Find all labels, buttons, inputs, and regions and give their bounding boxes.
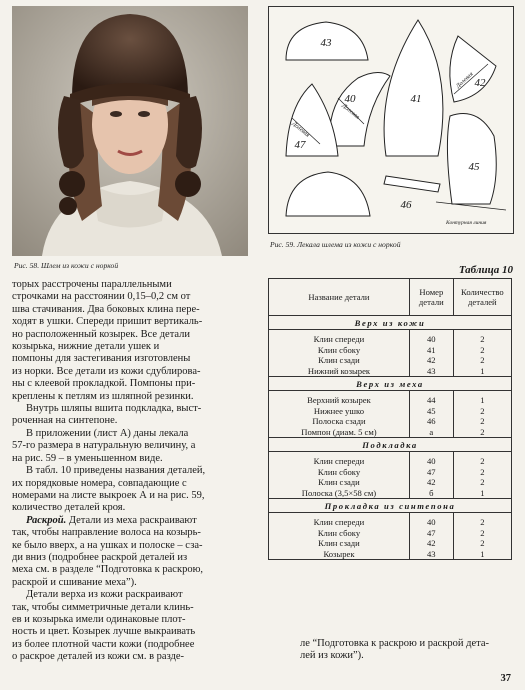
text-line: из норки. Все детали из кожи сдублирова- [12, 365, 201, 377]
text-line: ходят в ушки. Спереди пришит вертикаль- [12, 316, 203, 328]
text-line: ле “Подготовка к раскрою и раскрой дета- [300, 638, 490, 649]
text-line: так, чтобы симметричные детали клинь- [12, 601, 194, 613]
cell-number: 42 [409, 355, 453, 366]
text-line: ев и козырька имели одинаковые плот- [12, 613, 186, 625]
text-line: ны с клеевой прокладкой. Помпоны при- [12, 378, 196, 390]
section-title: Верх из кожи [269, 316, 512, 330]
text-span: Детали из меха раскраивают [66, 514, 197, 526]
cell-number: 47 [409, 528, 453, 539]
text-line: но расположенный козырек. Все детали [12, 328, 191, 340]
table-row [269, 366, 512, 377]
cell-number: 40 [409, 517, 453, 528]
text-line: так, чтобы направление волоса на козырь- [12, 527, 201, 539]
table-row [269, 517, 512, 528]
text-line: помпоны для застегивания изготовлены [12, 353, 191, 365]
table-row [269, 538, 512, 549]
raskroy-heading: Раскрой. [26, 514, 67, 526]
cell-number: 45 [409, 406, 453, 417]
text-line: шва стачивания. Два боковых клина пере- [12, 303, 200, 315]
cell-name: Козырек [269, 549, 410, 560]
cell-number: 40 [409, 334, 453, 345]
grain-label-1: Долевая [290, 120, 311, 139]
table-row [269, 406, 512, 417]
cell-count: 2 [453, 334, 511, 345]
label-47: 47 [294, 139, 306, 151]
text-line: роченная на синтепоне. [12, 415, 118, 427]
pattern-drawing [268, 6, 514, 234]
cell-name: Клин сбоку [269, 345, 410, 356]
cell-number: 43 [409, 366, 453, 377]
text-line: о раскрое деталей из кожи см. в разде- [12, 651, 185, 663]
table-row [269, 355, 512, 366]
cell-name: Клин сбоку [269, 528, 410, 539]
cell-count: 2 [453, 538, 511, 549]
cell-number: 40 [409, 456, 453, 467]
cell-count: 2 [453, 467, 511, 478]
text-line: В приложении (лист А) даны лекала [26, 427, 189, 439]
text-line: ке было вверх, а на ушках и полоске – сза- [12, 539, 203, 551]
table-row [269, 427, 512, 438]
header-count: Количество деталей [453, 279, 511, 316]
cell-name: Полоска (3,5×58 см) [269, 488, 410, 499]
grain-label-2: Долевая [340, 102, 361, 121]
text-line [12, 515, 257, 527]
table-row [269, 456, 512, 467]
text-line: номерами на листе выкроек А и на рис. 59, [12, 489, 205, 501]
cell-name: Верхний козырек [269, 395, 410, 406]
text-line: козырька, нижние детали ушек и [12, 341, 160, 353]
table-title: Таблица 10 [458, 264, 513, 276]
table-row [269, 334, 512, 345]
text-line: строчками на расстоянии 0,15–0,2 см от [12, 291, 191, 303]
tail-text [300, 638, 512, 663]
text-line: меха см. в разделе “Подготовка к раскрою, [12, 564, 204, 576]
figure-59-caption: Рис. 59. Лекала шлема из кожи с норкой [270, 240, 401, 249]
cell-name: Клин сбоку [269, 467, 410, 478]
table-row [269, 467, 512, 478]
text-line: на рис. 59 – в уменьшенном виде. [12, 452, 163, 464]
text-line: ди вниз (подробнее раскрой деталей из [12, 551, 188, 563]
cell-count: 2 [453, 406, 511, 417]
cell-count: 2 [453, 416, 511, 427]
cell-number: 42 [409, 538, 453, 549]
table-row [269, 416, 512, 427]
section-title: Подкладка [269, 438, 512, 452]
table-row [269, 395, 512, 406]
text-line: их порядковые номера, совпадающие с [12, 477, 187, 489]
table-row [269, 477, 512, 488]
cell-number: 47 [409, 467, 453, 478]
table-body [269, 316, 512, 560]
table-row [269, 528, 512, 539]
text-line: раскрой и сшивание меха”). [12, 576, 137, 588]
cell-count: 1 [453, 395, 511, 406]
label-40: 40 [344, 93, 356, 105]
cell-count: 1 [453, 549, 511, 560]
cell-number: 42 [409, 477, 453, 488]
table-section-row [269, 499, 512, 513]
cell-number: 41 [409, 345, 453, 356]
section-title: Верх из меха [269, 377, 512, 391]
label-42: 42 [474, 77, 486, 89]
cell-name: Клин спереди [269, 456, 410, 467]
cell-name: Клин сзади [269, 355, 410, 366]
fur-hat-photo [12, 6, 248, 256]
cell-number: а [409, 427, 453, 438]
text-line: ность и цвет. Козырек лучше выкраивать [12, 626, 196, 638]
text-line: креплены к петлям из шляпной резинки. [12, 390, 194, 402]
cell-name: Клин сзади [269, 538, 410, 549]
cell-count: 2 [453, 427, 511, 438]
text-line: 57-го размера в натуральную величину, а [12, 440, 196, 452]
parts-table [268, 278, 512, 560]
cell-count: 2 [453, 528, 511, 539]
header-number: Номер детали [409, 279, 453, 316]
cell-number: б [409, 488, 453, 499]
label-43: 43 [320, 37, 332, 49]
table-row [269, 345, 512, 356]
cell-number: 46 [409, 416, 453, 427]
table-header-row [269, 279, 512, 316]
table-row [269, 488, 512, 499]
table-section-row [269, 438, 512, 452]
cell-count: 2 [453, 456, 511, 467]
cell-name: Полоска сзади [269, 416, 410, 427]
cell-number: 43 [409, 549, 453, 560]
label-41: 41 [410, 93, 422, 105]
cell-count: 2 [453, 517, 511, 528]
label-45: 45 [468, 161, 480, 173]
page-number: 37 [500, 673, 511, 684]
text-line: Внутрь шляпы вшита подкладка, выст- [26, 403, 202, 415]
text-line: лей из кожи”). [300, 650, 364, 662]
text-line: Детали верха из кожи раскраивают [26, 589, 183, 601]
cell-name: Клин спереди [269, 334, 410, 345]
photo-illustration [12, 6, 248, 256]
cell-name: Клин сзади [269, 477, 410, 488]
cell-count: 2 [453, 345, 511, 356]
text-line: В табл. 10 приведены названия деталей, [26, 465, 206, 477]
piece-45 [447, 114, 496, 205]
figure-58-caption: Рис. 58. Шлем из кожи с норкой [14, 261, 119, 270]
hat-pattern-diagram [268, 6, 514, 234]
text-line: из более плотной части кожи (подробнее [12, 638, 195, 650]
grain-label-3: Долевая [455, 71, 475, 90]
cell-name: Нижнее ушко [269, 406, 410, 417]
cell-name: Нижний козырек [269, 366, 410, 377]
cell-count: 1 [453, 488, 511, 499]
body-text [12, 279, 257, 671]
section-title: Прокладка из синтепона [269, 499, 512, 513]
header-name: Название детали [269, 279, 410, 316]
label-46: 46 [400, 199, 412, 211]
text-line: торых расстрочены параллельными [12, 279, 172, 290]
cell-number: 44 [409, 395, 453, 406]
table-section-row [269, 316, 512, 330]
table-row [269, 549, 512, 560]
cell-name: Помпон (диам. 5 см) [269, 427, 410, 438]
cell-name: Клин спереди [269, 517, 410, 528]
text-line: количество деталей кроя. [12, 502, 126, 514]
cell-count: 2 [453, 477, 511, 488]
contour-line-label: Контурная линия [446, 220, 487, 226]
table-section-row [269, 377, 512, 391]
cell-count: 1 [453, 366, 511, 377]
cell-count: 2 [453, 355, 511, 366]
